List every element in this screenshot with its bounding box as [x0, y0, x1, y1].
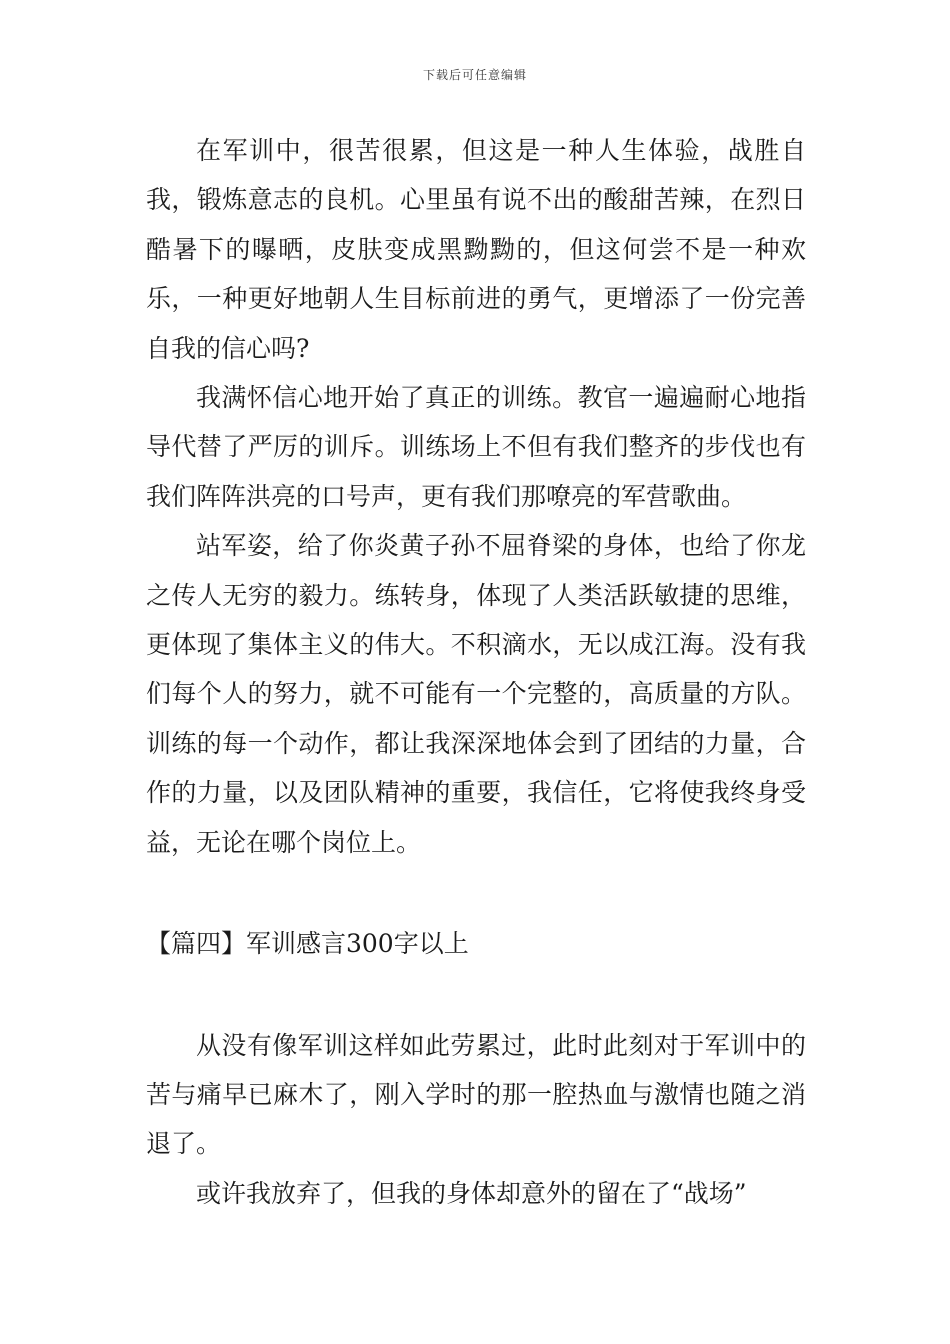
paragraph-2: 我满怀信心地开始了真正的训练。教官一遍遍耐心地指导代替了严厉的训斥。训练场上不但有我们整齐的步伐也有我们阵阵洪亮的口号声，更有我们那嘹亮的军营歌曲。 [146, 383, 806, 511]
paragraph-3: 站军姿，给了你炎黄子孙不屈脊梁的身体，也给了你龙之传人无穷的毅力。练转身，体现了人类活跃敏捷的思维，更体现了集体主义的伟大。不积滴水，无以成江海。没有我们每个人的努力，就不可能有一个完整的，高质量的方队。训练的每一个动作，都让我深深地体会到了团结的力量，合作的力量，以及团队精神的重要，我信任，它将使我终身受益，无论在哪个岗位上。 [146, 531, 806, 857]
page-header-note: 下载后可任意编辑 [422, 68, 527, 82]
section-heading: 【篇四】军训感言300字以上 [146, 929, 469, 959]
paragraph-1: 在军训中，很苦很累，但这是一种人生体验，战胜自我，锻炼意志的良机。心里虽有说不出的酸甜苦辣，在烈日酷暑下的曝晒，皮肤变成黑黝黝的，但这何尝不是一种欢乐，一种更好地朝人生目标前进的勇气，更增添了一份完善自我的信心吗? [146, 136, 806, 363]
document-body [146, 126, 806, 1218]
paragraph-5: 或许我放弃了，但我的身体却意外的留在了“战场” [196, 1178, 747, 1208]
paragraph-4: 从没有像军训这样如此劳累过，此时此刻对于军训中的苦与痛早已麻木了，刚入学时的那一腔热血与激情也随之消退了。 [146, 1030, 806, 1159]
